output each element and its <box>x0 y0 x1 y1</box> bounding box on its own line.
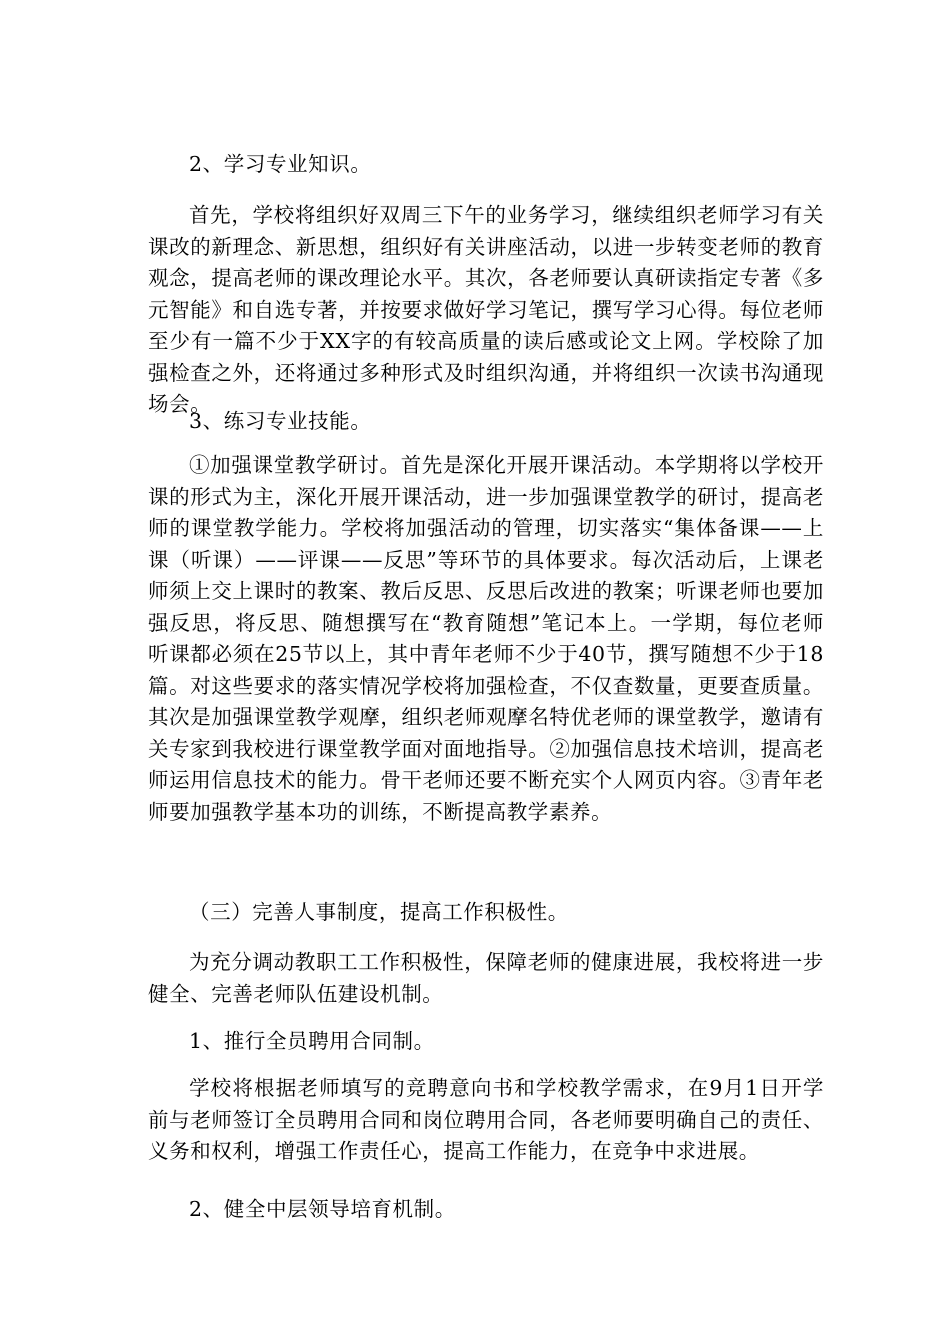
paragraph-section-intro: 为充分调动教职工工作积极性，保障老师的健康进展，我校将进一步健全、完善老师队伍建设机制。 <box>148 950 824 1006</box>
heading-contract-system: 1、推行全员聘用合同制。 <box>189 1029 435 1053</box>
paragraph-study-knowledge: 首先，学校将组织好双周三下午的业务学习，继续组织老师学习有关课改的新理念、新思想，组织好有关讲座活动，以进一步转变老师的教育观念，提高老师的课改理论水平。其次，各老师要认真研读指定专著《多元智能》和自选专著，并按要求做好学习笔记，撰写学习心得。每位老师至少有一篇不少于XX字的有较高质量的读后感或论文上网。学校除了加强检查之外，还将通过多种形式及时组织沟通，并将组织一次读书沟通现场会。 <box>148 203 824 416</box>
heading-study-knowledge: 2、学习专业知识。 <box>189 152 372 176</box>
paragraph-contract-system: 学校将根据老师填写的竞聘意向书和学校教学需求，在9月1日开学前与老师签订全员聘用合同和岗位聘用合同，各老师要明确自己的责任、义务和权利，增强工作责任心，提高工作能力，在竞争中求进展。 <box>148 1076 824 1163</box>
heading-leader-training: 2、健全中层领导培育机制。 <box>189 1197 456 1221</box>
heading-practice-skills: 3、练习专业技能。 <box>189 409 372 433</box>
paragraph-practice-skills: ①加强课堂教学研讨。首先是深化开展开课活动。本学期将以学校开课的形式为主，深化开展开课活动，进一步加强课堂教学的研讨，提高老师的课堂教学能力。学校将加强活动的管理，切实落实“集体备课——上课（听课）——评课——反思”等环节的具体要求。每次活动后，上课老师须上交上课时的教案、教后反思、反思后改进的教案；听课老师也要加强反思，将反思、随想撰写在“教育随想”笔记本上。一学期，每位老师听课都必须在25节以上，其中青年老师不少于40节，撰写随想不少于18篇。对这些要求的落实情况学校将加强检查，不仅查数量，更要查质量。其次是加强课堂教学观摩，组织老师观摩名特优老师的课堂教学，邀请有关专家到我校进行课堂教学面对面地指导。②加强信息技术培训，提高老师运用信息技术的能力。骨干老师还要不断充实个人网页内容。③青年老师要加强教学基本功的训练，不断提高教学素养。 <box>148 453 824 824</box>
heading-section-personnel: （三）完善人事制度，提高工作积极性。 <box>189 900 569 924</box>
